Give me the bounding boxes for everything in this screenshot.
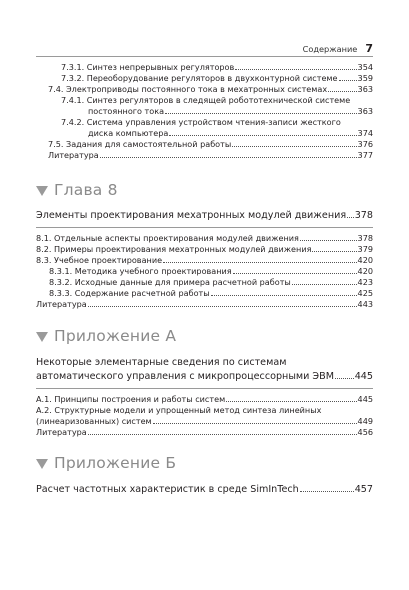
- leader-dots: [300, 240, 357, 241]
- leader-dots: [328, 91, 356, 92]
- leader-dots: [169, 135, 356, 136]
- toc-entry: [48, 150, 373, 160]
- appendix-heading-text: Приложение А: [54, 327, 177, 345]
- toc-entry-text: Литература: [48, 150, 99, 160]
- appendix-title: [36, 485, 373, 495]
- appendix-title: [36, 372, 373, 382]
- toc-entry: [61, 62, 373, 72]
- leader-dots: [153, 423, 357, 424]
- leader-dots: [347, 217, 354, 218]
- header-title: Содержание: [302, 44, 358, 54]
- toc-entry-continued: [88, 106, 373, 116]
- toc-entry: [36, 299, 373, 309]
- triangle-bullet-icon: [36, 459, 48, 469]
- toc-entry: [36, 427, 373, 437]
- toc-entry-text: 8.3.2. Исходные данные для примера расчетной работы: [49, 277, 291, 287]
- toc-entry-text: 8.3. Учебное проектирование: [36, 255, 163, 265]
- running-header: [36, 42, 373, 55]
- header-rule: [36, 56, 373, 57]
- toc-entry-text: диска компьютера: [88, 128, 169, 138]
- toc-entry-text: 8.2. Примеры проектирования мехатронных модулей движения: [36, 244, 312, 254]
- leader-dots: [300, 491, 354, 492]
- toc-entry: [49, 277, 373, 287]
- toc-entry: [36, 233, 373, 243]
- toc-entry: [61, 117, 373, 127]
- page-number: 7: [365, 42, 373, 55]
- chapter-rule: [36, 227, 373, 228]
- toc-entry-text: 7.4. Электроприводы постоянного тока в мехатронных системах: [48, 84, 328, 94]
- chapter-heading: [36, 181, 118, 199]
- leader-dots: [211, 295, 357, 296]
- toc-entry-text: 7.4.1. Синтез регуляторов в следящей робототехнической системе: [61, 95, 351, 105]
- chapter-heading-text: Глава 8: [54, 181, 118, 199]
- appendix-title-page: 445: [354, 371, 373, 382]
- toc-entry-page: 377: [357, 150, 373, 160]
- leader-dots: [88, 434, 357, 435]
- appendix-rule: [36, 388, 373, 389]
- triangle-bullet-icon: [36, 332, 48, 342]
- leader-dots: [233, 273, 357, 274]
- toc-entry-text: А.1. Принципы построения и работы систем: [36, 394, 226, 404]
- toc-entry-page: 378: [357, 233, 373, 243]
- toc-entry-text: 7.5. Задания для самостоятельной работы: [48, 139, 232, 149]
- toc-entry-page: 363: [357, 106, 373, 116]
- toc-entry: [61, 73, 373, 83]
- toc-entry: [48, 139, 373, 149]
- chapter-title-page: 378: [354, 210, 373, 221]
- toc-entry: [49, 288, 373, 298]
- appendix-heading: [36, 327, 176, 345]
- toc-entry-page: 445: [357, 394, 373, 404]
- appendix-heading: [36, 454, 176, 472]
- appendix-title-line: Некоторые элементарные сведения по системам: [36, 357, 287, 368]
- toc-entry-text: Литература: [36, 299, 87, 309]
- toc-entry-text: 7.3.1. Синтез непрерывных регуляторов: [61, 62, 235, 72]
- toc-entry-continued: [36, 416, 373, 426]
- toc-entry-page: 359: [357, 73, 373, 83]
- chapter-title: [36, 211, 373, 221]
- toc-entry-page: 420: [357, 255, 373, 265]
- toc-entry-page: 374: [357, 128, 373, 138]
- appendix-title-text: Расчет частотных характеристик в среде SimInTech: [36, 484, 299, 495]
- leader-dots: [335, 378, 354, 379]
- leader-dots: [165, 113, 356, 114]
- leader-dots: [226, 401, 356, 402]
- toc-entry: [36, 405, 373, 415]
- toc-entry-page: 376: [357, 139, 373, 149]
- toc-entry-text: 7.4.2. Система управления устройством чтения-записи жесткого: [61, 117, 341, 127]
- leader-dots: [232, 146, 356, 147]
- appendix-title-page: 457: [354, 484, 373, 495]
- toc-entry-text: 8.3.3. Содержание расчетной работы: [49, 288, 210, 298]
- toc-entry: [49, 266, 373, 276]
- toc-entry-text: 8.3.1. Методика учебного проектирования: [49, 266, 232, 276]
- toc-entry-continued: [88, 128, 373, 138]
- leader-dots: [100, 157, 357, 158]
- toc-entry: [36, 255, 373, 265]
- toc-entry-text: Литература: [36, 427, 87, 437]
- toc-entry-page: 379: [357, 244, 373, 254]
- leader-dots: [163, 262, 356, 263]
- toc-entry-page: 423: [357, 277, 373, 287]
- toc-entry: [36, 394, 373, 404]
- appendix-title-text: автоматического управления с микропроцессорными ЭВМ: [36, 371, 334, 382]
- toc-entry-page: 363: [357, 84, 373, 94]
- toc-entry-text: 7.3.2. Переоборудование регуляторов в двухконтурной системе: [61, 73, 338, 83]
- appendix-heading-text: Приложение Б: [54, 454, 177, 472]
- toc-entry-page: 443: [357, 299, 373, 309]
- leader-dots: [235, 69, 356, 70]
- toc-entry-text: 8.1. Отдельные аспекты проектирования модулей движения: [36, 233, 299, 243]
- leader-dots: [312, 251, 356, 252]
- toc-entry-page: 456: [357, 427, 373, 437]
- leader-dots: [339, 80, 357, 81]
- chapter-title-text: Элементы проектирования мехатронных модулей движения: [36, 210, 347, 221]
- toc-entry-page: 420: [357, 266, 373, 276]
- triangle-bullet-icon: [36, 186, 48, 196]
- toc-entry: [61, 95, 373, 105]
- leader-dots: [292, 284, 357, 285]
- toc-entry-text: постоянного тока: [88, 106, 165, 116]
- toc-entry-page: 449: [357, 416, 373, 426]
- leader-dots: [88, 306, 357, 307]
- toc-entry-page: 425: [357, 288, 373, 298]
- toc-entry-text: (линеаризованных) систем: [36, 416, 152, 426]
- toc-entry-text: А.2. Структурные модели и упрощенный метод синтеза линейных: [36, 405, 322, 415]
- toc-entry: [36, 244, 373, 254]
- toc-entry-page: 354: [357, 62, 373, 72]
- toc-entry: [48, 84, 373, 94]
